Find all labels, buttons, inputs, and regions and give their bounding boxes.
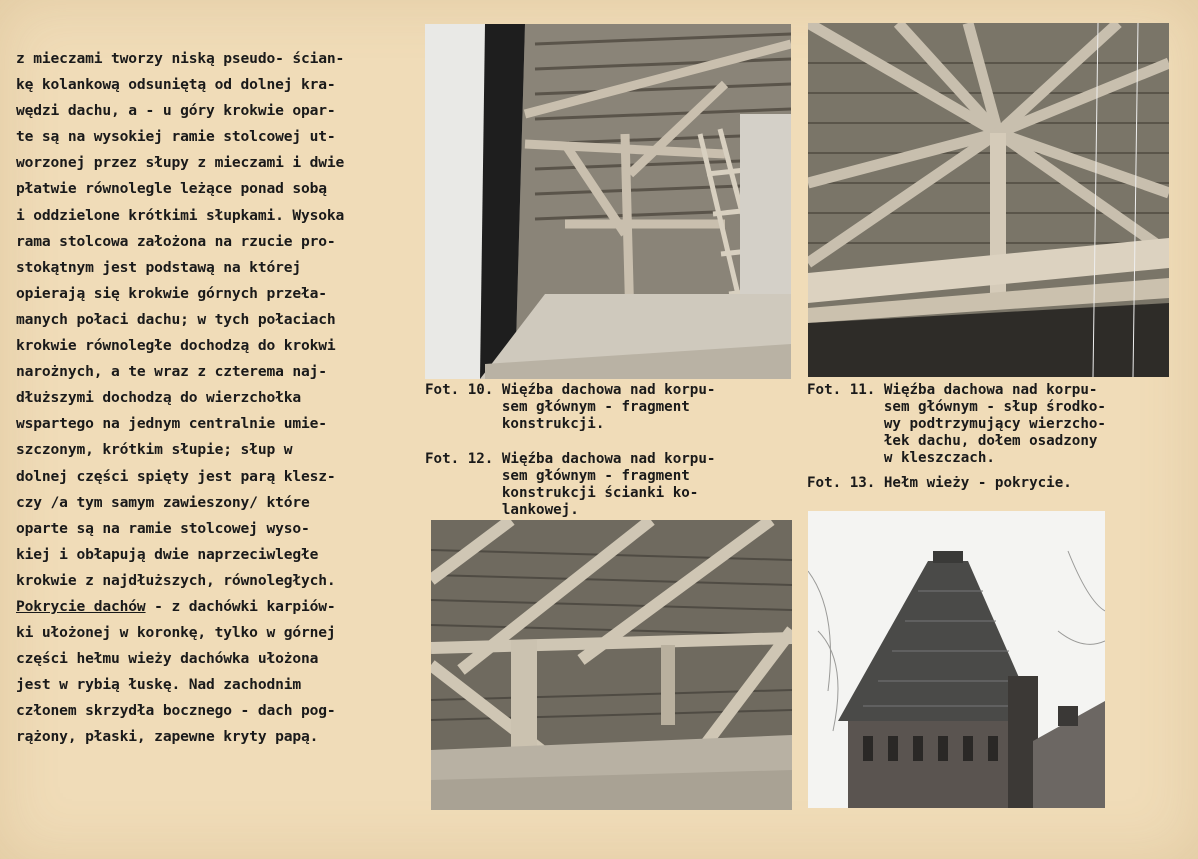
roof-line-rest: - z dachówki karpiów- [145,597,336,615]
photo-fot-12 [431,520,792,810]
text-line: rama stolcowa założona na rzucie pro- [16,232,336,250]
text-line: narożnych, a te wraz z czterema naj- [16,363,327,381]
photo-fot-11 [808,23,1169,377]
text-line: worzonej przez słupy z mieczami i dwie [16,154,345,172]
text-line: opierają się krokwie górnych przeła- [16,284,327,302]
text-line: członem skrzydła bocznego - dach pog- [16,702,336,720]
text-line: części hełmu wieży dachówka ułożona [16,650,319,668]
text-line: czy /a tym samym zawieszony/ które [16,493,310,511]
roof-heading: Pokrycie dachów [16,597,146,615]
text-line: jest w rybią łuskę. Nad zachodnim [16,676,301,694]
text-line: szczonym, krótkim słupie; słup w [16,441,293,459]
text-line: kę kolankową odsuniętą od dolnej kra- [16,76,336,94]
caption-fot-10: Fot. 10. Więźba dachowa nad korpu- sem głównym - fragment konstrukcji. [425,382,716,432]
photo-fot-10 [425,24,791,379]
text-line-roof [16,594,416,620]
text-line: z mieczami tworzy niską pseudo- ścian- [16,50,345,67]
text-line: płatwie równolegle leżące ponad sobą [16,180,327,198]
text-line: te są na wysokiej ramie stolcowej ut- [16,128,336,146]
caption-fot-13: Fot. 13. Hełm wieży - pokrycie. [807,475,1072,491]
text-line: wspartego na jednym centralnie umie- [16,415,327,433]
text-line: krokwie z najdłuższych, równoległych. [16,571,336,589]
text-line: wędzi dachu, a - u góry krokwie opar- [16,102,336,120]
caption-fot-12: Fot. 12. Więźba dachowa nad korpu- sem głównym - fragment konstrukcji ścianki ko- lankowej. [425,451,716,518]
caption-fot-11: Fot. 11. Więźba dachowa nad korpu- sem głównym - słup środko- wy podtrzymujący wierzcho- łek dachu, dołem osadzony w kleszczach. [807,382,1106,466]
text-line: ki ułożonej w koronkę, tylko w górnej [16,624,336,642]
text-line: manych połaci dachu; w tych połaciach [16,310,336,328]
text-line: oparte są na ramie stolcowej wyso- [16,519,310,537]
text-line: krokwie równoległe dochodzą do krokwi [16,337,336,355]
text-line: i oddzielone krótkimi słupkami. Wysoka [16,206,345,224]
photo-fot-13 [808,511,1105,808]
text-line: kiej i obłapują dwie naprzeciwległe [16,545,319,563]
text-line: stokątnym jest podstawą na której [16,258,301,276]
text-line: dolnej części spięty jest parą klesz- [16,467,336,485]
body-text-column [16,46,416,751]
text-line: dłuższymi dochodzą do wierzchołka [16,389,301,407]
text-line: rążony, płaski, zapewne kryty papą. [16,728,319,746]
